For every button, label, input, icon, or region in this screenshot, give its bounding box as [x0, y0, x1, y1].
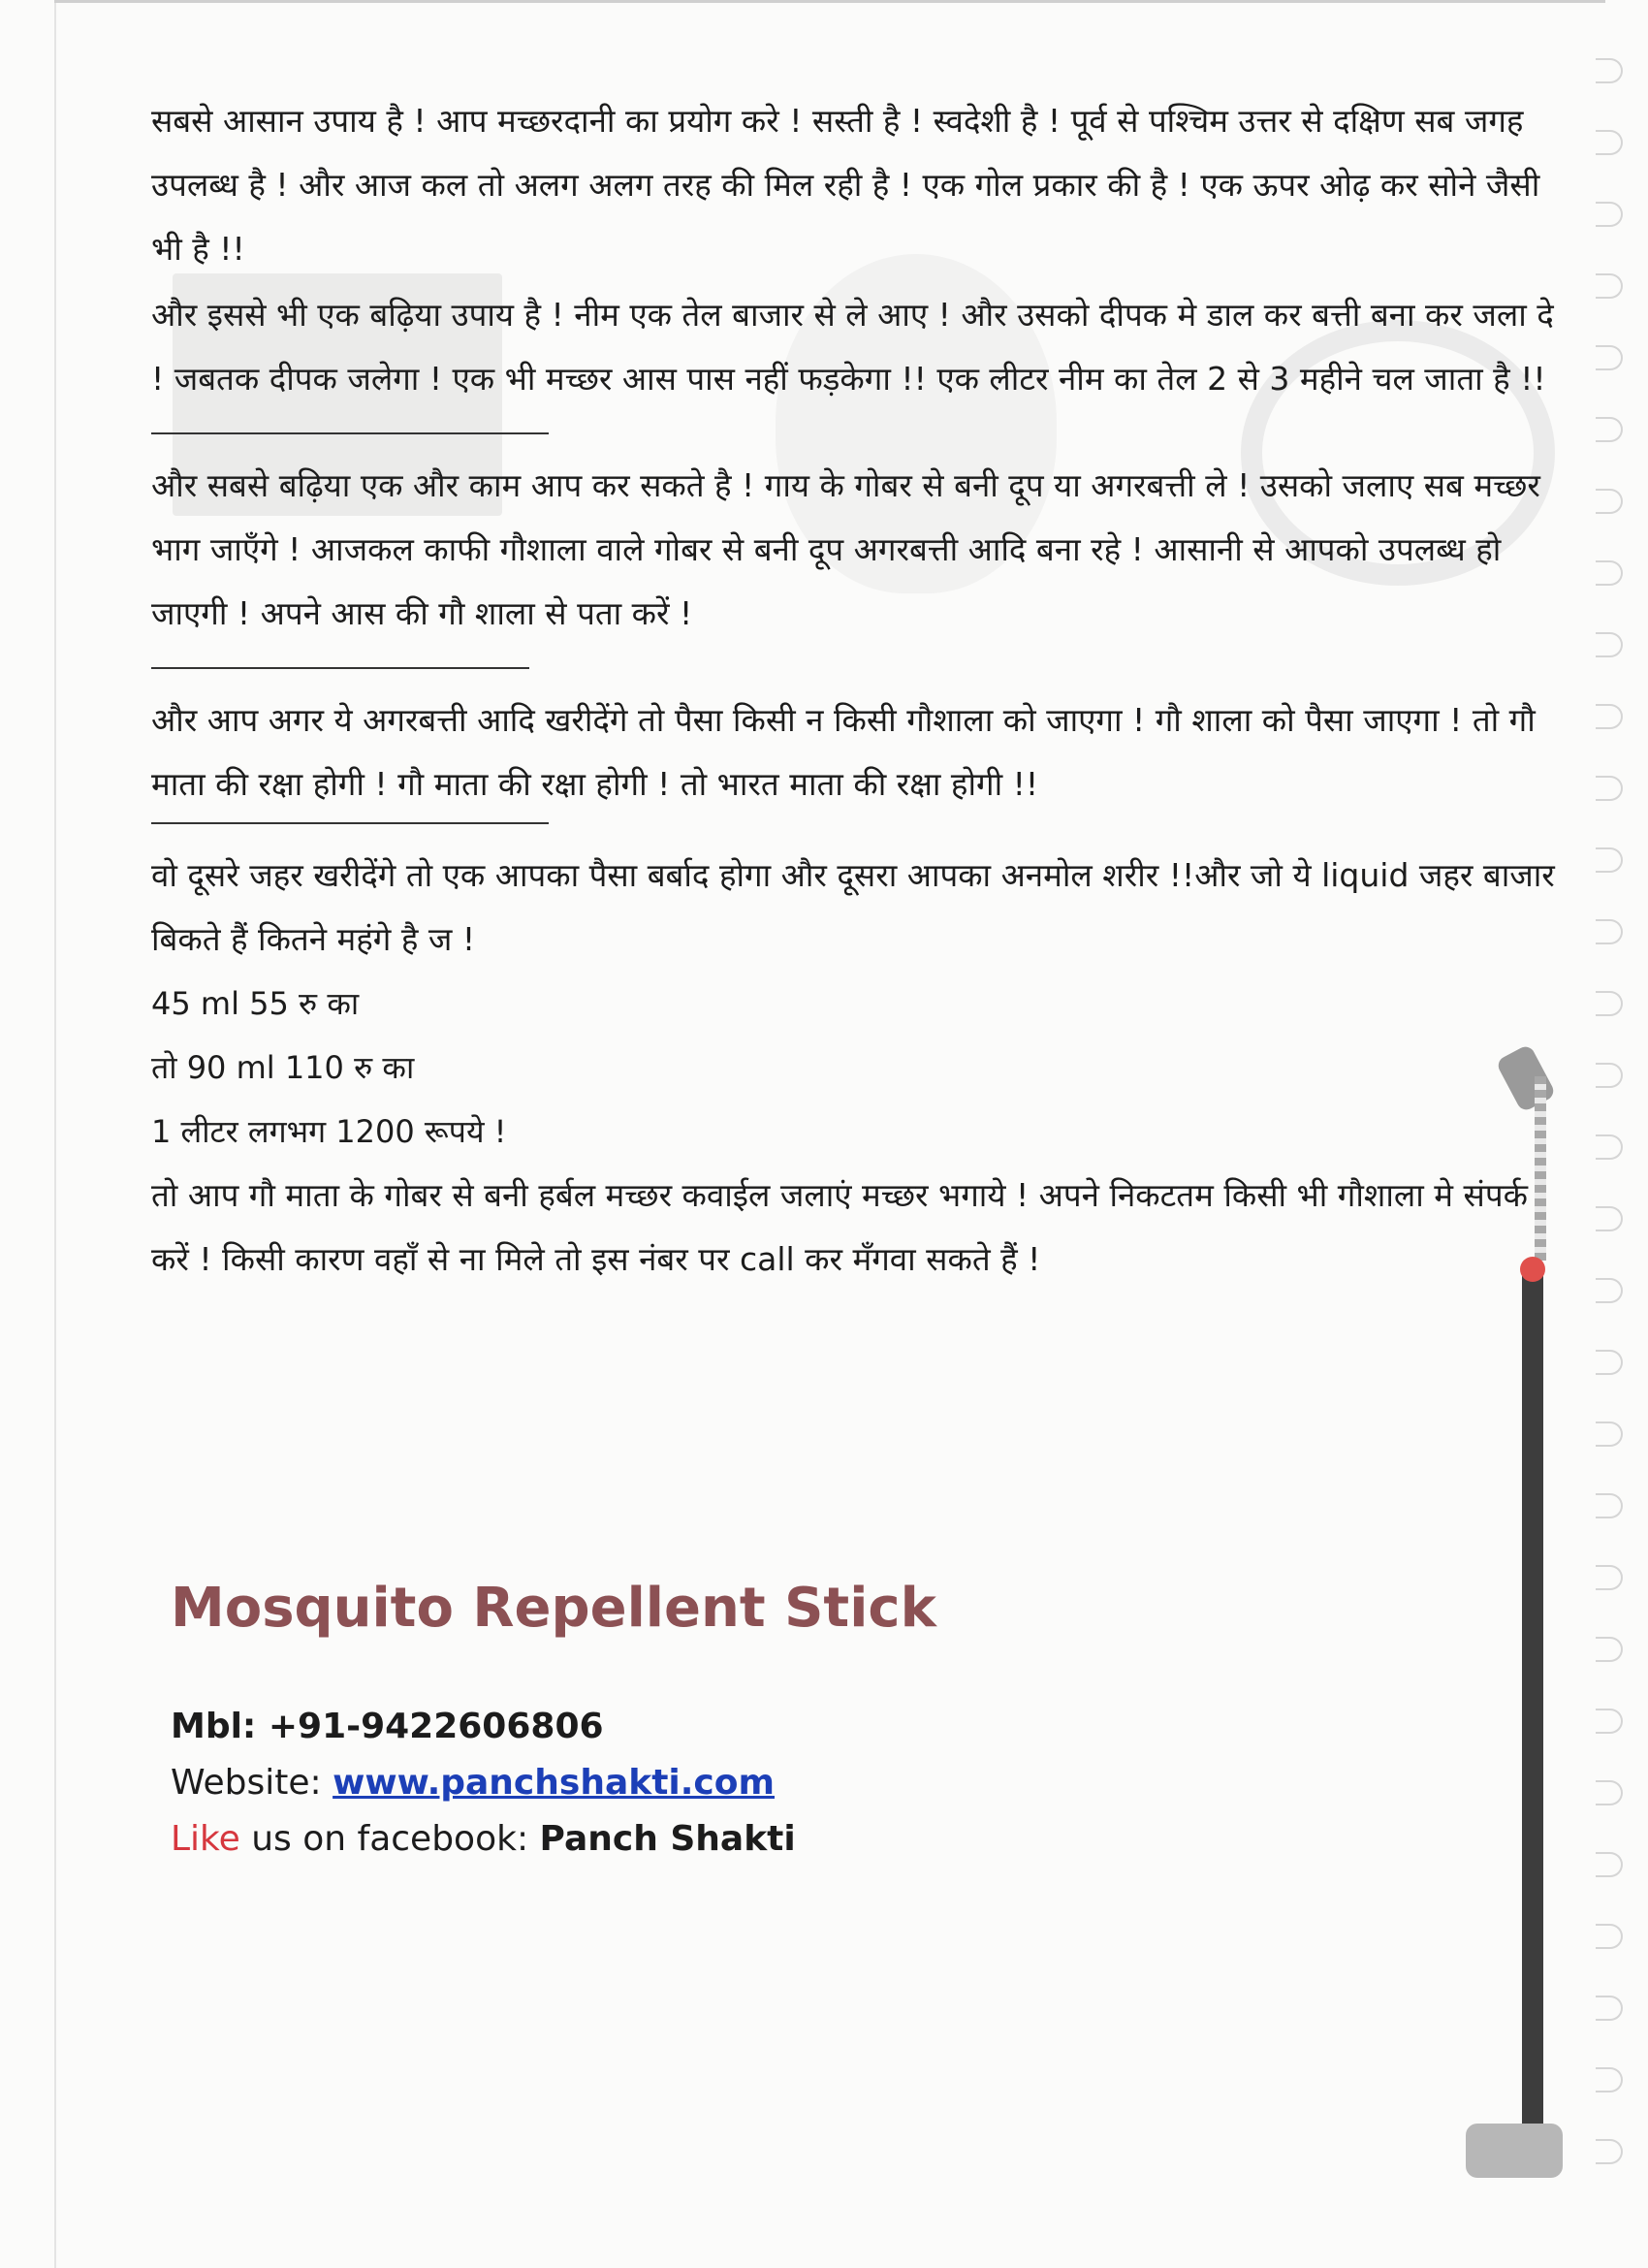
binding-ring [1596, 1637, 1623, 1662]
scan-top-edge [54, 0, 1605, 3]
mobile-number[interactable]: Mbl: +91-9422606806 [171, 1707, 604, 1746]
price-line-45ml: 45 ml 55 रु का [151, 985, 360, 1022]
binding-ring-marks [1596, 58, 1634, 2230]
binding-ring [1596, 1780, 1623, 1805]
binding-ring [1596, 1924, 1623, 1949]
binding-ring [1596, 1996, 1623, 2021]
website-link[interactable]: www.panchshakti.com [333, 1763, 775, 1803]
paragraph-call-to-action: तो आप गौ माता के गोबर से बनी हर्बल मच्छर कवाईल जलाएं मच्छर भगाये ! अपने निकटतम किसी भी गौशाला मे संपर्क करें ! किसी कारण वहाँ से ना मिले तो इस नंबर पर call कर मँगवा सकते हैं ! [151, 1176, 1528, 1278]
binding-ring [1596, 704, 1623, 729]
paragraph-mosquito-net: सबसे आसान उपाय है ! आप मच्छरदानी का प्रयोग करे ! सस्ती है ! स्वदेशी है ! पूर्व से पश्चिम उत्तर से दक्षिण सब जगह उपलब्ध है ! और आज कल तो अलग अलग तरह की मिल रही है ! एक गोल प्रकार की है ! एक ऊपर ओढ़ कर सोने जैसी भी है !! [151, 102, 1540, 268]
paragraph-gaushala-support: और आप अगर ये अगरबत्ती आदि खरीदेंगे तो पैसा किसी न किसी गौशाला को जाएगा ! गौ शाला को पैसा जाएगा ! तो गौ माता की रक्षा होगी ! गौ माता की रक्षा होगी ! तो भारत माता की रक्षा होगी !! [151, 701, 1536, 803]
binding-ring [1596, 2139, 1623, 2164]
binding-ring [1596, 130, 1623, 155]
repellent-stick-illustration [1522, 1261, 1543, 2143]
binding-ring [1596, 202, 1623, 227]
binding-ring [1596, 1063, 1623, 1088]
binding-ring [1596, 345, 1623, 370]
binding-ring [1596, 417, 1623, 442]
contact-block [171, 1699, 796, 1868]
binding-ring [1596, 1278, 1623, 1303]
website-line [171, 1755, 796, 1811]
article-body [151, 89, 1567, 1292]
paragraph-neem-oil: और इससे भी एक बढ़िया उपाय है ! नीम एक तेल बाजार से ले आए ! और उसको दीपक मे डाल कर बत्ती बना कर जला दे ! जबतक दीपक जलेगा ! एक भी मच्छर आस पास नहीं फड़केगा !! एक लीटर नीम का तेल 2 से 3 महीने चल जाता है !! [151, 296, 1554, 398]
binding-ring [1596, 1421, 1623, 1447]
binding-ring [1596, 1493, 1623, 1518]
binding-ring [1596, 632, 1623, 657]
price-line-1-litre: 1 लीटर लगभग 1200 रूपये ! [151, 1113, 507, 1150]
binding-ring [1596, 1206, 1623, 1231]
paragraph-cow-dung-incense: और सबसे बढ़िया एक और काम आप कर सकते है ! गाय के गोबर से बनी दूप या अगरबत्ती ले ! उसको जलाए सब मच्छर भाग जाएँगे ! आजकल काफी गौशाला वाले गोबर से बनी दूप अगरबत्ती आदि बना रहे ! आसानी से आपको उपलब्ध हो जाएगी ! अपने आस की गौ शाला से पता करें ! [151, 466, 1540, 632]
binding-ring [1596, 1350, 1623, 1375]
section-divider [151, 822, 549, 824]
stick-wire-illustration [1535, 1076, 1546, 1261]
binding-ring [1596, 1709, 1623, 1734]
binding-ring [1596, 2067, 1623, 2092]
binding-ring [1596, 489, 1623, 514]
website-label: Website: [171, 1763, 333, 1803]
price-line-90ml: तो 90 ml 110 रु का [151, 1049, 415, 1086]
product-title: Mosquito Repellent Stick [171, 1577, 936, 1640]
scan-left-edge [54, 0, 56, 2268]
stick-burning-tip [1520, 1257, 1545, 1282]
binding-ring [1596, 273, 1623, 299]
binding-ring [1596, 58, 1623, 83]
facebook-label: us on facebook: [239, 1819, 540, 1859]
facebook-line [171, 1811, 796, 1868]
binding-ring [1596, 560, 1623, 586]
paragraph-liquid-poison: वो दूसरे जहर खरीदेंगे तो एक आपका पैसा बर्बाद होगा और दूसरा आपका अनमोल शरीर !!और जो ये liquid जहर बाजार बिकते हैं कितने महंगे है ज ! [151, 856, 1555, 958]
section-divider [151, 432, 549, 434]
binding-ring [1596, 919, 1623, 944]
facebook-page-name[interactable]: Panch Shakti [539, 1819, 796, 1859]
binding-ring [1596, 991, 1623, 1016]
binding-ring [1596, 1134, 1623, 1160]
binding-ring [1596, 847, 1623, 873]
stick-stand-base [1466, 2124, 1563, 2178]
section-divider [151, 667, 529, 669]
like-word: Like [171, 1819, 240, 1859]
binding-ring [1596, 1852, 1623, 1877]
binding-ring [1596, 1565, 1623, 1590]
binding-ring [1596, 776, 1623, 801]
